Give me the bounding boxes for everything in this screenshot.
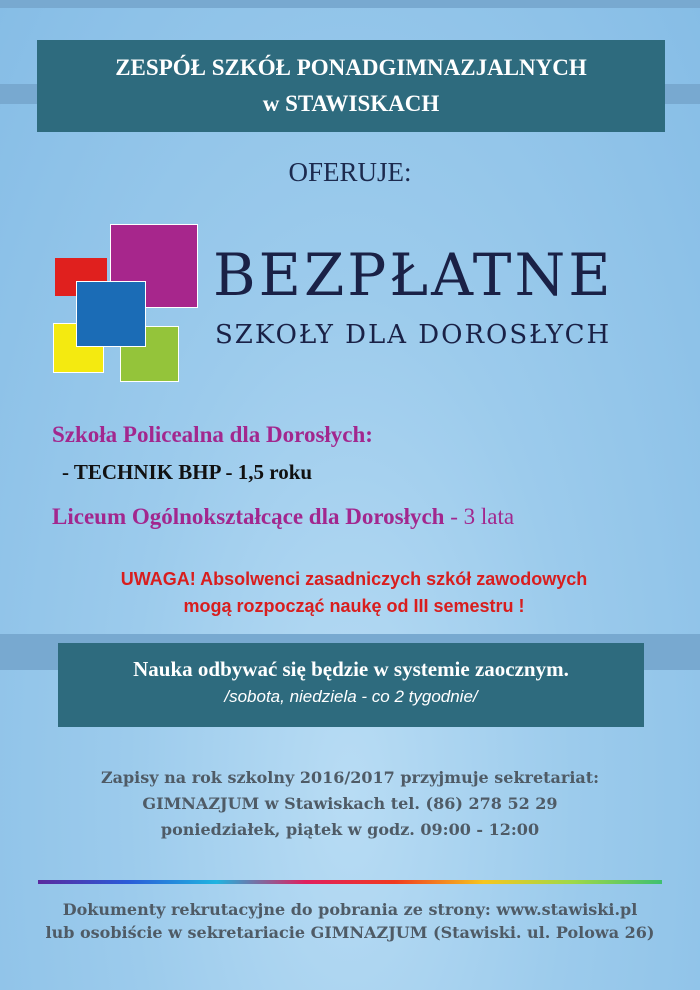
- enrollment-line2: GIMNAZJUM w Stawiskach tel. (86) 278 52 29: [142, 794, 558, 813]
- course1: - TECHNIK BHP - 1,5 roku: [62, 460, 313, 484]
- logo-square-blue: [76, 281, 146, 347]
- rainbow-divider: [38, 880, 662, 884]
- info-line2: /sobota, niedziela - co 2 tygodnie/: [224, 687, 478, 706]
- enrollment-line3: poniedziałek, piątek w godz. 09:00 - 12:00: [160, 820, 540, 839]
- info-banner: [58, 643, 644, 727]
- school1-name: Szkoła Policealna dla Dorosłych:: [52, 422, 373, 447]
- warning-line1: UWAGA! Absolwenci zasadniczych szkół zawodowych: [120, 569, 588, 589]
- school2-duration: - 3 lata: [444, 504, 515, 529]
- header-line2: w STAWISKACH: [262, 91, 440, 116]
- brand-subtitle: SZKOŁY DLA DOROSŁYCH: [215, 320, 612, 350]
- footer-line1: Dokumenty rekrutacyjne do pobrania ze strony: www.stawiski.pl: [62, 900, 638, 919]
- footer-line2: lub osobiście w sekretariacie GIMNAZJUM (Stawiski. ul. Polowa 26): [45, 923, 655, 942]
- brand-title: BEZPŁATNE: [213, 241, 614, 309]
- school2-name: Liceum Ogólnokształcące dla Dorosłych: [52, 504, 445, 529]
- school2: [52, 504, 514, 530]
- warning-line2: mogą rozpocząć naukę od III semestru !: [183, 596, 525, 616]
- header-banner: [37, 40, 665, 132]
- header-line1: ZESPÓŁ SZKÓŁ PONADGIMNAZJALNYCH: [115, 55, 587, 80]
- offer-title: OFERUJE:: [288, 157, 412, 187]
- top-stripe: [0, 0, 700, 8]
- enrollment-line1: Zapisy na rok szkolny 2016/2017 przyjmuje sekretariat:: [100, 768, 600, 787]
- info-line1: Nauka odbywać się będzie w systemie zaocznym.: [133, 657, 569, 681]
